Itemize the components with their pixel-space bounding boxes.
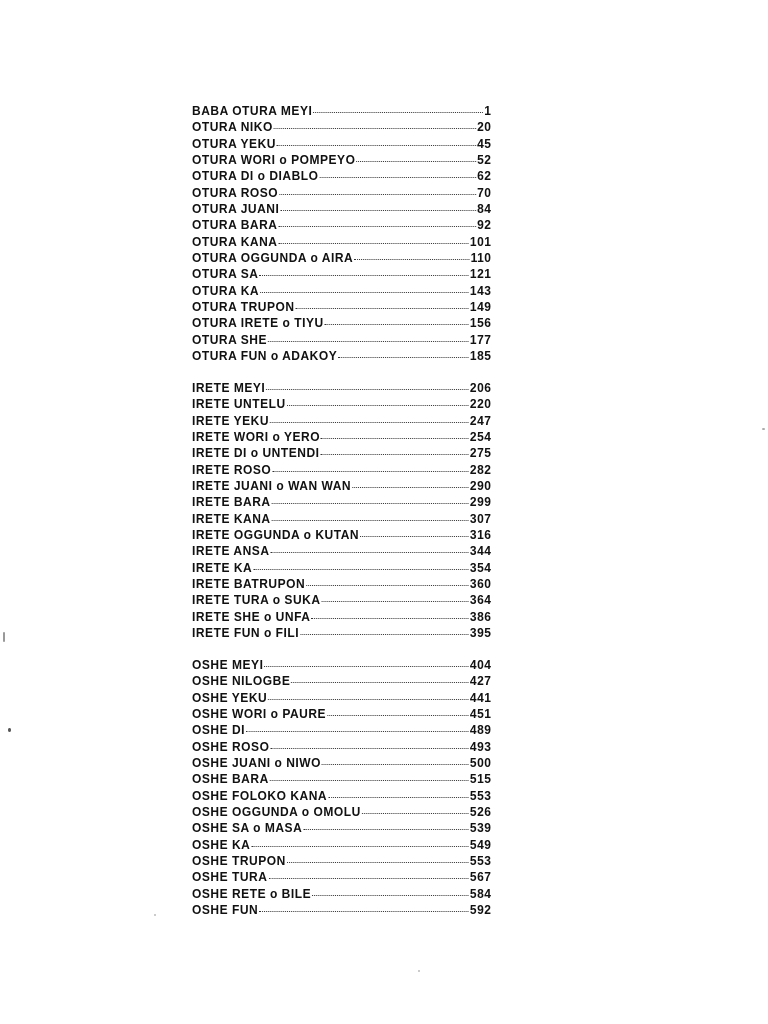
toc-entry-page-number: 354 — [469, 560, 492, 575]
dot-leader — [260, 292, 469, 293]
toc-entry-title: OSHE NILOGBE — [192, 674, 291, 689]
dot-leader — [280, 210, 476, 211]
toc-entry-page-number: 451 — [469, 707, 492, 722]
toc-entry-title: OTURA OGGUNDA o AIRA — [192, 251, 354, 266]
toc-entry-title: IRETE UNTELU — [192, 397, 286, 412]
toc-entry-title: IRETE ROSO — [192, 462, 272, 477]
toc-entry — [192, 284, 492, 300]
toc-entry-page-number: 290 — [469, 479, 492, 494]
toc-entry-page-number: 149 — [469, 300, 492, 315]
dot-leader — [270, 748, 469, 749]
toc-entry-page-number: 360 — [469, 577, 492, 592]
toc-entry-title: OTURA IRETE o TIYU — [192, 316, 324, 331]
toc-entry-title: IRETE SHE o UNFA — [192, 609, 311, 624]
toc-entry — [192, 740, 492, 756]
toc-entry-page-number: 177 — [469, 332, 492, 347]
toc-entry-page-number: 500 — [469, 756, 492, 771]
dot-leader — [321, 601, 468, 602]
dot-leader — [296, 308, 469, 309]
toc-entry — [192, 561, 492, 577]
toc-entry — [192, 658, 492, 674]
toc-entry — [192, 674, 492, 690]
toc-entry-title: OTURA NIKO — [192, 120, 273, 135]
toc-entry-page-number: 110 — [470, 251, 492, 266]
toc-entry-title: OSHE JUANI o NIWO — [192, 756, 321, 771]
toc-entry — [192, 544, 492, 560]
dot-leader — [272, 503, 469, 504]
dot-leader — [264, 666, 469, 667]
toc-entry-title: OSHE RETE o BILE — [192, 886, 312, 901]
toc-entry — [192, 235, 492, 251]
dot-leader — [360, 536, 469, 537]
toc-entry — [192, 169, 492, 185]
toc-entry-title: IRETE WORI o YERO — [192, 430, 321, 445]
toc-entry — [192, 854, 492, 870]
toc-entry — [192, 821, 492, 837]
toc-entry-title: OTURA JUANI — [192, 202, 280, 217]
toc-entry — [192, 512, 492, 528]
toc-entry — [192, 479, 492, 495]
toc-section — [192, 658, 504, 920]
toc-entry-page-number: 20 — [477, 120, 492, 135]
toc-entry — [192, 267, 492, 283]
dot-leader — [306, 585, 469, 586]
toc-entry-title: OTURA BARA — [192, 218, 278, 233]
toc-entry-title: OSHE SA o MASA — [192, 821, 303, 836]
dot-leader — [313, 112, 483, 113]
toc-entry-title: OSHE WORI o PAURE — [192, 707, 327, 722]
toc-entry-page-number: 526 — [469, 805, 492, 820]
toc-entry-title: OSHE MEYI — [192, 658, 264, 672]
dot-leader — [266, 389, 469, 390]
dot-leader — [362, 813, 469, 814]
toc-entry-title: IRETE TURA o SUKA — [192, 593, 321, 608]
toc-entry-page-number: 101 — [469, 234, 492, 249]
toc-entry-title: OTURA DI o DIABLO — [192, 169, 319, 184]
toc-entry — [192, 528, 492, 544]
toc-entry-title: IRETE BARA — [192, 495, 271, 510]
toc-entry-title: OTURA TRUPON — [192, 300, 295, 315]
toc-entry — [192, 104, 492, 120]
toc-entry-page-number: 247 — [469, 413, 492, 428]
toc-entry-title: OTURA KANA — [192, 234, 278, 249]
toc-entry-title: OSHE FOLOKO KANA — [192, 788, 328, 803]
dot-leader — [259, 911, 469, 912]
dot-leader — [270, 552, 468, 553]
toc-entry-title: OSHE OGGUNDA o OMOLU — [192, 805, 361, 820]
toc-entry-title: OTURA FUN o ADAKOY — [192, 349, 338, 364]
toc-section — [192, 104, 504, 366]
toc-entry-title: IRETE YEKU — [192, 413, 270, 428]
toc-entry-page-number: 316 — [469, 528, 492, 543]
toc-entry-page-number: 220 — [469, 397, 492, 412]
toc-entry — [192, 349, 492, 365]
dot-leader — [251, 846, 469, 847]
dot-leader — [287, 862, 469, 863]
dot-leader — [270, 422, 469, 423]
scan-speck — [154, 914, 156, 916]
toc-entry — [192, 463, 492, 479]
toc-entry-title: OSHE FUN — [192, 903, 259, 918]
toc-entry — [192, 870, 492, 886]
toc-entry-page-number: 84 — [477, 202, 492, 217]
toc-entry-title: IRETE DI o UNTENDI — [192, 446, 320, 461]
toc-entry — [192, 153, 492, 169]
dot-leader — [338, 357, 469, 358]
dot-leader — [259, 275, 469, 276]
toc-entry-page-number: 592 — [469, 903, 492, 918]
toc-entry-page-number: 45 — [477, 136, 492, 151]
toc-entry-page-number: 275 — [469, 446, 492, 461]
toc-entry — [192, 903, 492, 919]
toc-entry — [192, 251, 492, 267]
dot-leader — [319, 177, 476, 178]
toc-entry-title: OSHE KA — [192, 837, 251, 852]
dot-leader — [279, 194, 476, 195]
toc-entry-title: OSHE ROSO — [192, 739, 270, 754]
toc-entry — [192, 218, 492, 234]
toc-entry-title: IRETE BATRUPON — [192, 577, 306, 592]
toc-entry-page-number: 567 — [469, 870, 492, 885]
toc-entry — [192, 887, 492, 903]
toc-entry — [192, 186, 492, 202]
toc-entry-page-number: 299 — [469, 495, 492, 510]
toc-entry — [192, 756, 492, 772]
toc-entry-page-number: 206 — [469, 381, 492, 395]
toc-entry-page-number: 539 — [469, 821, 492, 836]
toc-entry-page-number: 70 — [477, 185, 492, 200]
dot-leader — [268, 341, 469, 342]
toc-entry-title: OSHE YEKU — [192, 690, 268, 705]
toc-entry-title: OSHE DI — [192, 723, 246, 738]
dot-leader — [253, 569, 469, 570]
toc-entry-page-number: 364 — [469, 593, 492, 608]
toc-entry-page-number: 254 — [469, 430, 492, 445]
dot-leader — [272, 471, 469, 472]
toc-entry-page-number: 553 — [469, 788, 492, 803]
toc-entry-page-number: 282 — [469, 462, 492, 477]
dot-leader — [311, 618, 469, 619]
toc-entry-page-number: 62 — [477, 169, 492, 184]
dot-leader — [270, 780, 469, 781]
toc-entry-page-number: 386 — [469, 609, 492, 624]
toc-entry-title: OTURA ROSO — [192, 185, 279, 200]
toc-entry-title: OTURA YEKU — [192, 136, 276, 151]
toc-entry-title: OTURA SA — [192, 267, 259, 282]
dot-leader — [268, 699, 469, 700]
toc-entry-title: BABA OTURA MEYI — [192, 104, 313, 118]
toc-entry-title: OSHE BARA — [192, 772, 269, 787]
toc-entry — [192, 707, 492, 723]
toc-entry-page-number: 156 — [469, 316, 492, 331]
dot-leader — [272, 520, 469, 521]
toc-entry-page-number: 185 — [469, 349, 492, 364]
toc-entry-title: OTURA WORI o POMPEYO — [192, 153, 356, 168]
toc-entry — [192, 789, 492, 805]
toc-entry — [192, 805, 492, 821]
toc-entry — [192, 414, 492, 430]
toc-entry-title: IRETE KANA — [192, 511, 271, 526]
scan-speck — [8, 728, 11, 732]
toc-entry-page-number: 121 — [469, 267, 492, 282]
toc-entry-title: IRETE KA — [192, 560, 253, 575]
dot-leader — [322, 764, 469, 765]
scan-speck — [418, 970, 420, 972]
dot-leader — [278, 226, 476, 227]
toc-entry-page-number: 307 — [469, 511, 492, 526]
dot-leader — [328, 797, 469, 798]
dot-leader — [325, 324, 469, 325]
toc-entry — [192, 593, 492, 609]
toc-entry — [192, 446, 492, 462]
toc-entry — [192, 723, 492, 739]
dot-leader — [277, 145, 476, 146]
dot-leader — [354, 259, 469, 260]
toc-entry-title: IRETE OGGUNDA o KUTAN — [192, 528, 360, 543]
toc-entry — [192, 430, 492, 446]
dot-leader — [300, 634, 469, 635]
dot-leader — [352, 487, 469, 488]
toc-entry — [192, 397, 492, 413]
toc-entry-page-number: 1 — [484, 104, 492, 118]
toc-entry-page-number: 553 — [469, 854, 492, 869]
toc-entry-page-number: 584 — [469, 886, 492, 901]
toc-entry-page-number: 515 — [469, 772, 492, 787]
toc-entry-page-number: 143 — [469, 283, 492, 298]
toc-entry — [192, 691, 492, 707]
dot-leader — [303, 829, 469, 830]
toc-section — [192, 381, 504, 643]
toc-entry — [192, 316, 492, 332]
dot-leader — [291, 682, 469, 683]
toc-entry — [192, 202, 492, 218]
toc-entry — [192, 610, 492, 626]
toc-entry-page-number: 441 — [469, 690, 492, 705]
toc-entry — [192, 838, 492, 854]
dot-leader — [327, 715, 469, 716]
toc-entry — [192, 333, 492, 349]
toc-entry-title: OTURA SHE — [192, 332, 267, 347]
toc-entry — [192, 300, 492, 316]
toc-entry-title: OSHE TURA — [192, 870, 268, 885]
toc-entry-page-number: 427 — [469, 674, 492, 689]
dot-leader — [287, 405, 469, 406]
toc-entry — [192, 626, 492, 642]
toc-entry-page-number: 489 — [469, 723, 492, 738]
dot-leader — [268, 878, 469, 879]
toc-entry-title: OTURA KA — [192, 283, 260, 298]
toc-entry-page-number: 395 — [469, 626, 492, 641]
toc-entry — [192, 137, 492, 153]
dot-leader — [321, 438, 469, 439]
dot-leader — [246, 731, 469, 732]
toc-entry — [192, 577, 492, 593]
toc-entry-title: IRETE FUN o FILI — [192, 626, 300, 641]
toc-entry — [192, 495, 492, 511]
toc-entry-title: IRETE ANSA — [192, 544, 270, 559]
dot-leader — [320, 454, 468, 455]
toc-entry-title: IRETE MEYI — [192, 381, 266, 395]
toc-entry — [192, 381, 492, 397]
toc-entry-title: OSHE TRUPON — [192, 854, 286, 869]
toc-entry — [192, 120, 492, 136]
table-of-contents — [192, 104, 504, 920]
dot-leader — [312, 895, 469, 896]
toc-entry-page-number: 344 — [469, 544, 492, 559]
toc-entry-page-number: 404 — [469, 658, 492, 672]
dot-leader — [356, 161, 476, 162]
toc-entry-page-number: 52 — [477, 153, 492, 168]
scan-speck — [3, 632, 5, 642]
scan-speck — [762, 428, 765, 430]
toc-entry-page-number: 92 — [477, 218, 492, 233]
dot-leader — [274, 128, 476, 129]
dot-leader — [278, 243, 468, 244]
toc-entry-page-number: 549 — [469, 837, 492, 852]
toc-entry-title: IRETE JUANI o WAN WAN — [192, 479, 352, 494]
toc-entry — [192, 772, 492, 788]
toc-entry-page-number: 493 — [469, 739, 492, 754]
